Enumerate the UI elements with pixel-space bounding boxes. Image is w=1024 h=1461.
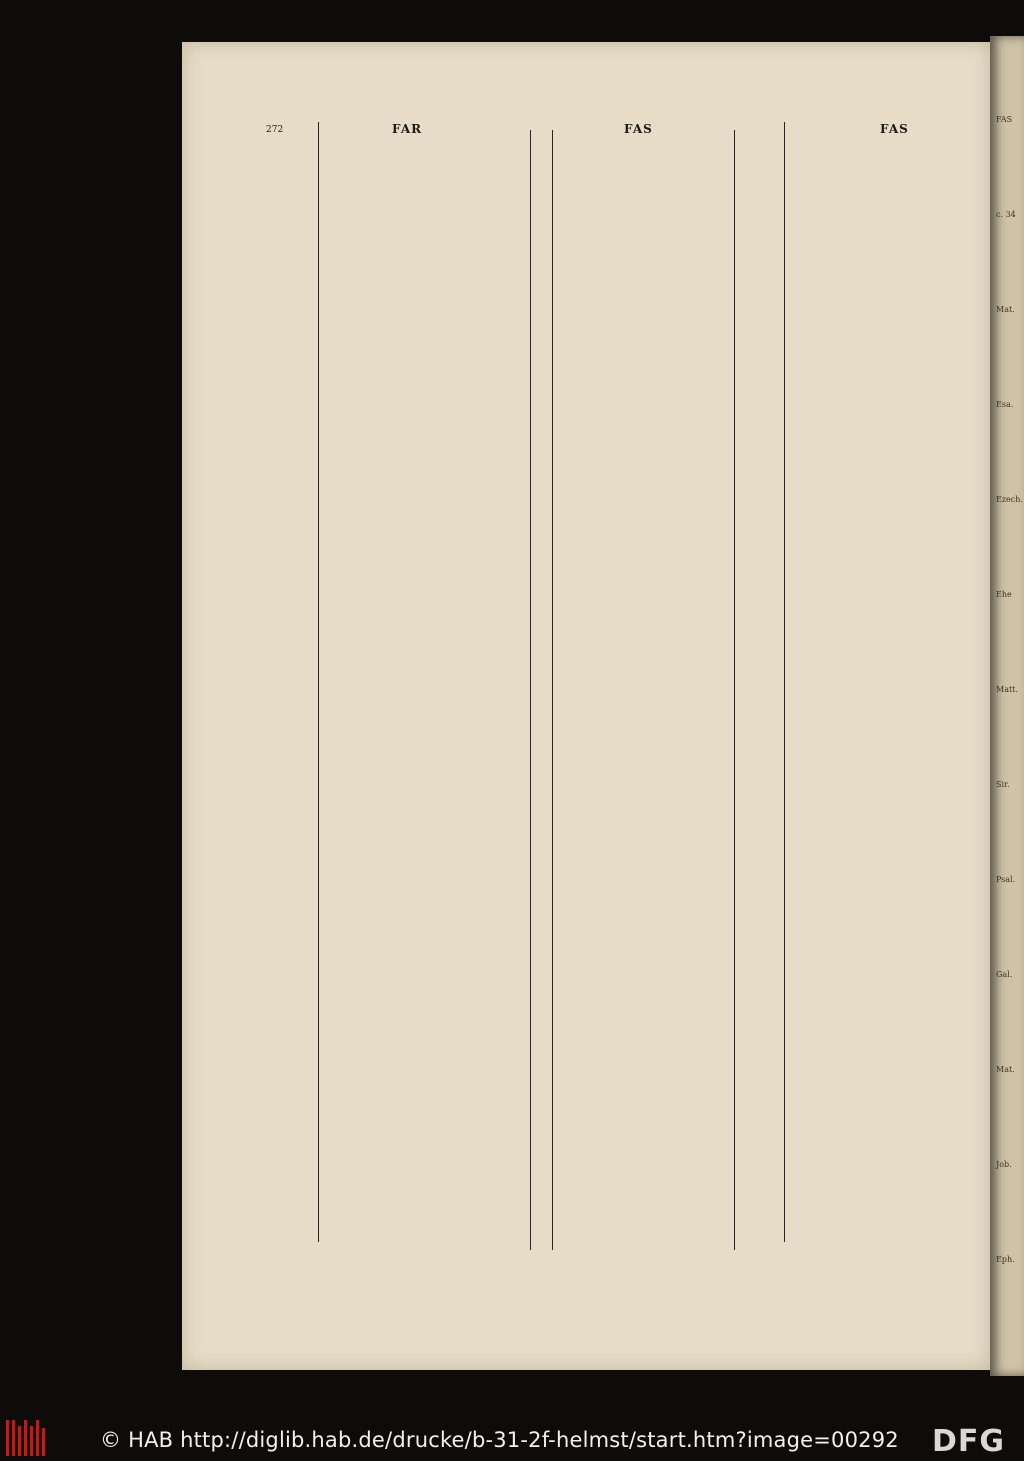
- facing-page-fragment: c. 34: [996, 210, 1016, 219]
- facing-page-fragment: Psal.: [996, 875, 1016, 884]
- dfg-logo: DFG: [932, 1424, 1006, 1459]
- facing-page-fragment: Ezech.: [996, 495, 1023, 504]
- facing-page-fragment: Gal.: [996, 970, 1013, 979]
- column-rule: [734, 130, 735, 1250]
- facing-page-fragment: Sir.: [996, 780, 1010, 789]
- footer-link[interactable]: © HAB http://diglib.hab.de/drucke/b-31-2f-helmst/start.htm?image=00292: [100, 1428, 899, 1452]
- facing-page-fragment: Job.: [996, 1160, 1012, 1169]
- facing-page-edge: [990, 36, 1024, 1376]
- hab-logo: [6, 1420, 46, 1456]
- facing-page-fragment: Mat.: [996, 305, 1015, 314]
- facing-page-fragment: Mat.: [996, 1065, 1015, 1074]
- column-header-1: FAR: [392, 122, 423, 136]
- facing-page-fragment: Matt.: [996, 685, 1018, 694]
- book-page: [182, 42, 990, 1370]
- column-header-2: FAS: [624, 122, 653, 136]
- facing-page-fragment: FAS: [996, 115, 1013, 124]
- column-rule: [318, 122, 319, 1242]
- facing-page-fragment: Eph.: [996, 1255, 1015, 1264]
- column-header-3: FAS: [880, 122, 909, 136]
- column-rule: [784, 122, 785, 1242]
- column-rule: [552, 130, 553, 1250]
- page-number: 272: [266, 125, 284, 135]
- facing-page-fragment: Ehe: [996, 590, 1012, 599]
- facing-page-fragment: Esa.: [996, 400, 1014, 409]
- column-rule: [530, 130, 531, 1250]
